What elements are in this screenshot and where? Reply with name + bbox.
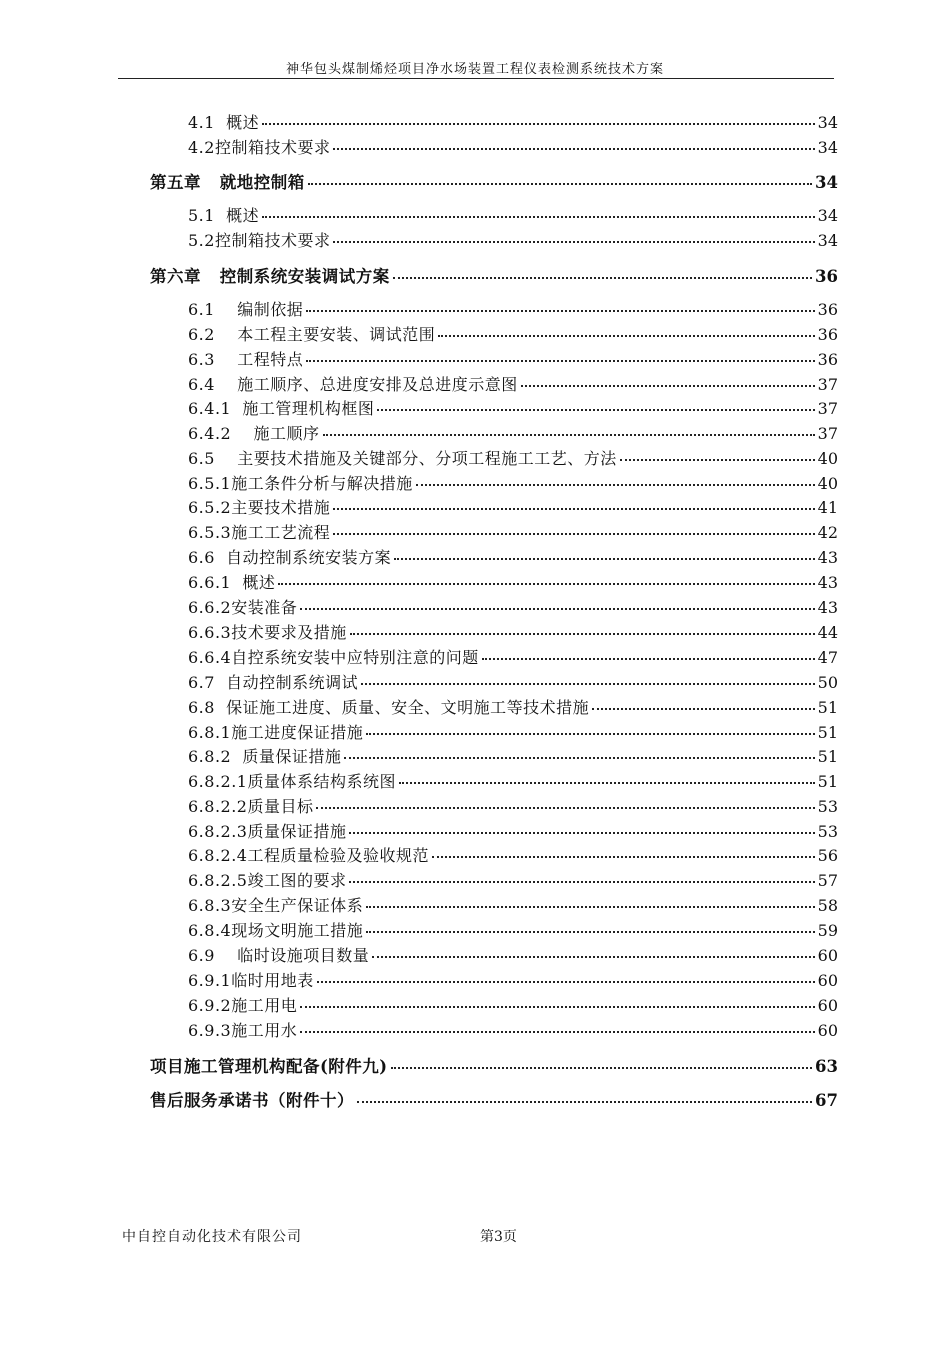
toc-page-number: 60: [817, 971, 838, 990]
toc-entry-label: 6.8.2 质量保证措施: [188, 747, 342, 766]
toc-dot-leader: [306, 359, 814, 362]
toc-entry-label: 6.1 编制依据: [188, 300, 304, 319]
toc-page-number: 60: [817, 996, 838, 1015]
toc-entry-label: 6.6 自动控制系统安装方案: [188, 548, 392, 567]
toc-page-number: 40: [817, 474, 838, 493]
toc-page-number: 56: [817, 846, 838, 865]
toc-entry-label: 6.4.1 施工管理机构框图: [188, 399, 375, 418]
toc-section-entry[interactable]: [188, 372, 838, 396]
toc-entry-label: 6.8.3安全生产保证体系: [188, 896, 364, 915]
toc-page-number: 63: [815, 1057, 838, 1076]
toc-page-number: 43: [817, 598, 838, 617]
toc-entry-label: 6.9.3施工用水: [188, 1021, 298, 1040]
toc-section-entry[interactable]: [188, 620, 838, 644]
toc-entry-label: 6.8.2.4工程质量检验及验收规范: [188, 846, 429, 865]
toc-page-number: 53: [817, 822, 838, 841]
toc-page-number: 37: [817, 399, 838, 418]
toc-dot-leader: [391, 1066, 812, 1069]
toc-page-number: 37: [817, 375, 838, 394]
toc-page-number: 59: [817, 921, 838, 940]
toc-entry-label: 6.8.2.5竣工图的要求: [188, 871, 347, 890]
toc-section-entry[interactable]: [188, 520, 838, 544]
toc-section-entry[interactable]: [188, 545, 838, 569]
toc-section-entry[interactable]: [188, 446, 838, 470]
toc-dot-leader: [300, 1030, 814, 1033]
toc-page-number: 43: [817, 548, 838, 567]
toc-page-number: 58: [817, 896, 838, 915]
toc-page-number: 53: [817, 797, 838, 816]
toc-page-number: 36: [815, 267, 838, 286]
toc-page-number: 41: [817, 498, 838, 517]
toc-section-entry[interactable]: [188, 993, 838, 1017]
toc-dot-leader: [300, 607, 814, 610]
toc-section-entry[interactable]: [188, 421, 838, 445]
toc-dot-leader: [333, 532, 814, 535]
toc-section-entry[interactable]: [188, 843, 838, 867]
toc-dot-leader: [438, 334, 814, 337]
toc-chapter-entry[interactable]: [150, 1087, 838, 1111]
toc-page-number: 40: [817, 449, 838, 468]
toc-entry-label: 6.6.4自控系统安装中应特别注意的问题: [188, 648, 479, 667]
toc-section-entry[interactable]: [188, 570, 838, 594]
toc-page-number: 50: [817, 673, 838, 692]
toc-dot-leader: [317, 980, 815, 983]
toc-entry-label: 6.8.4现场文明施工措施: [188, 921, 364, 940]
toc-dot-leader: [306, 309, 814, 312]
toc-dot-leader: [361, 682, 815, 685]
toc-section-entry[interactable]: [188, 943, 838, 967]
toc-entry-label: 6.5.1施工条件分析与解决措施: [188, 474, 413, 493]
toc-dot-leader: [377, 408, 814, 411]
header-rule: [118, 78, 834, 79]
toc-entry-label: 6.8 保证施工进度、质量、安全、文明施工等技术措施: [188, 698, 590, 717]
toc-dot-leader: [357, 1100, 812, 1103]
toc-section-entry[interactable]: [188, 471, 838, 495]
toc-dot-leader: [394, 557, 815, 560]
toc-page-number: 34: [817, 113, 838, 132]
running-header: 神华包头煤制烯烃项目净水场装置工程仪表检测系统技术方案: [285, 62, 664, 77]
toc-dot-leader: [316, 806, 814, 809]
toc-entry-label: 6.5.3施工工艺流程: [188, 523, 331, 542]
toc-dot-leader: [366, 930, 814, 933]
toc-entry-label: 售后服务承诺书（附件十）: [150, 1091, 354, 1110]
toc-entry-label: 6.4 施工顺序、总进度安排及总进度示意图: [188, 375, 518, 394]
toc-page-number: 57: [817, 871, 838, 890]
toc-page-number: 51: [817, 723, 838, 742]
toc-section-entry[interactable]: [188, 794, 838, 818]
toc-section-entry[interactable]: [188, 322, 838, 346]
toc-section-entry[interactable]: [188, 868, 838, 892]
toc-section-entry[interactable]: [188, 720, 838, 744]
toc-page-number: 47: [817, 648, 838, 667]
toc-dot-leader: [620, 458, 815, 461]
toc-entry-label: 6.6.1 概述: [188, 573, 276, 592]
toc-entry-label: 第五章 就地控制箱: [150, 173, 305, 192]
toc-section-entry[interactable]: [188, 968, 838, 992]
toc-entry-label: 4.2控制箱技术要求: [188, 138, 331, 157]
toc-entry-label: 4.1 概述: [188, 113, 260, 132]
toc-entry-label: 6.5 主要技术措施及关键部分、分项工程施工工艺、方法: [188, 449, 617, 468]
toc-page-number: 34: [815, 173, 838, 192]
toc-page-number: 36: [817, 325, 838, 344]
toc-entry-label: 6.9.1临时用地表: [188, 971, 314, 990]
toc-section-entry[interactable]: [188, 396, 838, 420]
toc-section-entry[interactable]: [188, 645, 838, 669]
toc-entry-label: 5.2控制箱技术要求: [188, 231, 331, 250]
toc-dot-leader: [372, 955, 814, 958]
toc-dot-leader: [366, 732, 814, 735]
footer-company: 中自控自动化技术有限公司: [122, 1229, 302, 1245]
toc-dot-leader: [366, 905, 814, 908]
toc-page-number: 42: [817, 523, 838, 542]
toc-dot-leader: [349, 880, 814, 883]
toc-page-number: 44: [817, 623, 838, 642]
toc-dot-leader: [333, 147, 814, 150]
toc-page-number: 34: [817, 138, 838, 157]
toc-entry-label: 6.8.2.3质量保证措施: [188, 822, 347, 841]
toc-dot-leader: [278, 582, 814, 585]
toc-dot-leader: [521, 384, 815, 387]
toc-entry-label: 6.9 临时设施项目数量: [188, 946, 370, 965]
toc-page-number: 36: [817, 350, 838, 369]
toc-page-number: 67: [815, 1091, 838, 1110]
toc-section-entry[interactable]: [188, 203, 838, 227]
toc-dot-leader: [416, 483, 815, 486]
toc-page-number: 34: [817, 206, 838, 225]
toc-dot-leader: [262, 215, 815, 218]
toc-entry-label: 6.4.2 施工顺序: [188, 424, 320, 443]
toc-dot-leader: [393, 276, 812, 279]
toc-section-entry[interactable]: [188, 893, 838, 917]
toc-dot-leader: [333, 240, 814, 243]
toc-section-entry[interactable]: [188, 297, 838, 321]
toc-section-entry[interactable]: [188, 347, 838, 371]
toc-section-entry[interactable]: [188, 135, 838, 159]
toc-section-entry[interactable]: [188, 744, 838, 768]
toc-section-entry[interactable]: [188, 670, 838, 694]
toc-section-entry[interactable]: [188, 695, 838, 719]
toc-chapter-entry[interactable]: [150, 1053, 838, 1077]
toc-entry-label: 6.5.2主要技术措施: [188, 498, 331, 517]
toc-section-entry[interactable]: [188, 110, 838, 134]
toc-section-entry[interactable]: [188, 595, 838, 619]
toc-entry-label: 6.8.1施工进度保证措施: [188, 723, 364, 742]
toc-dot-leader: [344, 756, 814, 759]
toc-entry-label: 6.7 自动控制系统调试: [188, 673, 359, 692]
toc-section-entry[interactable]: [188, 769, 838, 793]
toc-dot-leader: [308, 182, 812, 185]
toc-entry-label: 6.6.2安装准备: [188, 598, 298, 617]
toc-entry-label: 6.8.2.1质量体系结构系统图: [188, 772, 396, 791]
toc-entry-label: 6.8.2.2质量目标: [188, 797, 314, 816]
toc-page-number: 37: [817, 424, 838, 443]
toc-page-number: 60: [817, 946, 838, 965]
toc-dot-leader: [349, 831, 814, 834]
toc-page-number: 51: [817, 747, 838, 766]
toc-chapter-entry[interactable]: [150, 263, 838, 287]
toc-entry-label: 6.3 工程特点: [188, 350, 304, 369]
toc-dot-leader: [592, 707, 815, 710]
toc-dot-leader: [333, 507, 814, 510]
toc-section-entry[interactable]: [188, 228, 838, 252]
footer-page-number: 第3页: [480, 1229, 517, 1245]
toc-entry-label: 第六章 控制系统安装调试方案: [150, 267, 390, 286]
toc-dot-leader: [262, 122, 815, 125]
toc-page-number: 51: [817, 698, 838, 717]
toc-dot-leader: [323, 433, 815, 436]
toc-page-number: 34: [817, 231, 838, 250]
toc-dot-leader: [482, 657, 815, 660]
toc-entry-label: 6.2 本工程主要安装、调试范围: [188, 325, 436, 344]
toc-page-number: 43: [817, 573, 838, 592]
toc-section-entry[interactable]: [188, 1018, 838, 1042]
toc-entry-label: 6.9.2施工用电: [188, 996, 298, 1015]
toc-dot-leader: [399, 781, 815, 784]
toc-section-entry[interactable]: [188, 918, 838, 942]
toc-page-number: 36: [817, 300, 838, 319]
toc-section-entry[interactable]: [188, 495, 838, 519]
toc-section-entry[interactable]: [188, 819, 838, 843]
toc-entry-label: 5.1 概述: [188, 206, 260, 225]
toc-dot-leader: [350, 632, 815, 635]
toc-page-number: 60: [817, 1021, 838, 1040]
toc-chapter-entry[interactable]: [150, 169, 838, 193]
toc-page-number: 51: [817, 772, 838, 791]
toc-entry-label: 6.6.3技术要求及措施: [188, 623, 347, 642]
toc-entry-label: 项目施工管理机构配备(附件九): [150, 1057, 388, 1076]
toc-dot-leader: [432, 855, 815, 858]
toc-dot-leader: [300, 1005, 814, 1008]
